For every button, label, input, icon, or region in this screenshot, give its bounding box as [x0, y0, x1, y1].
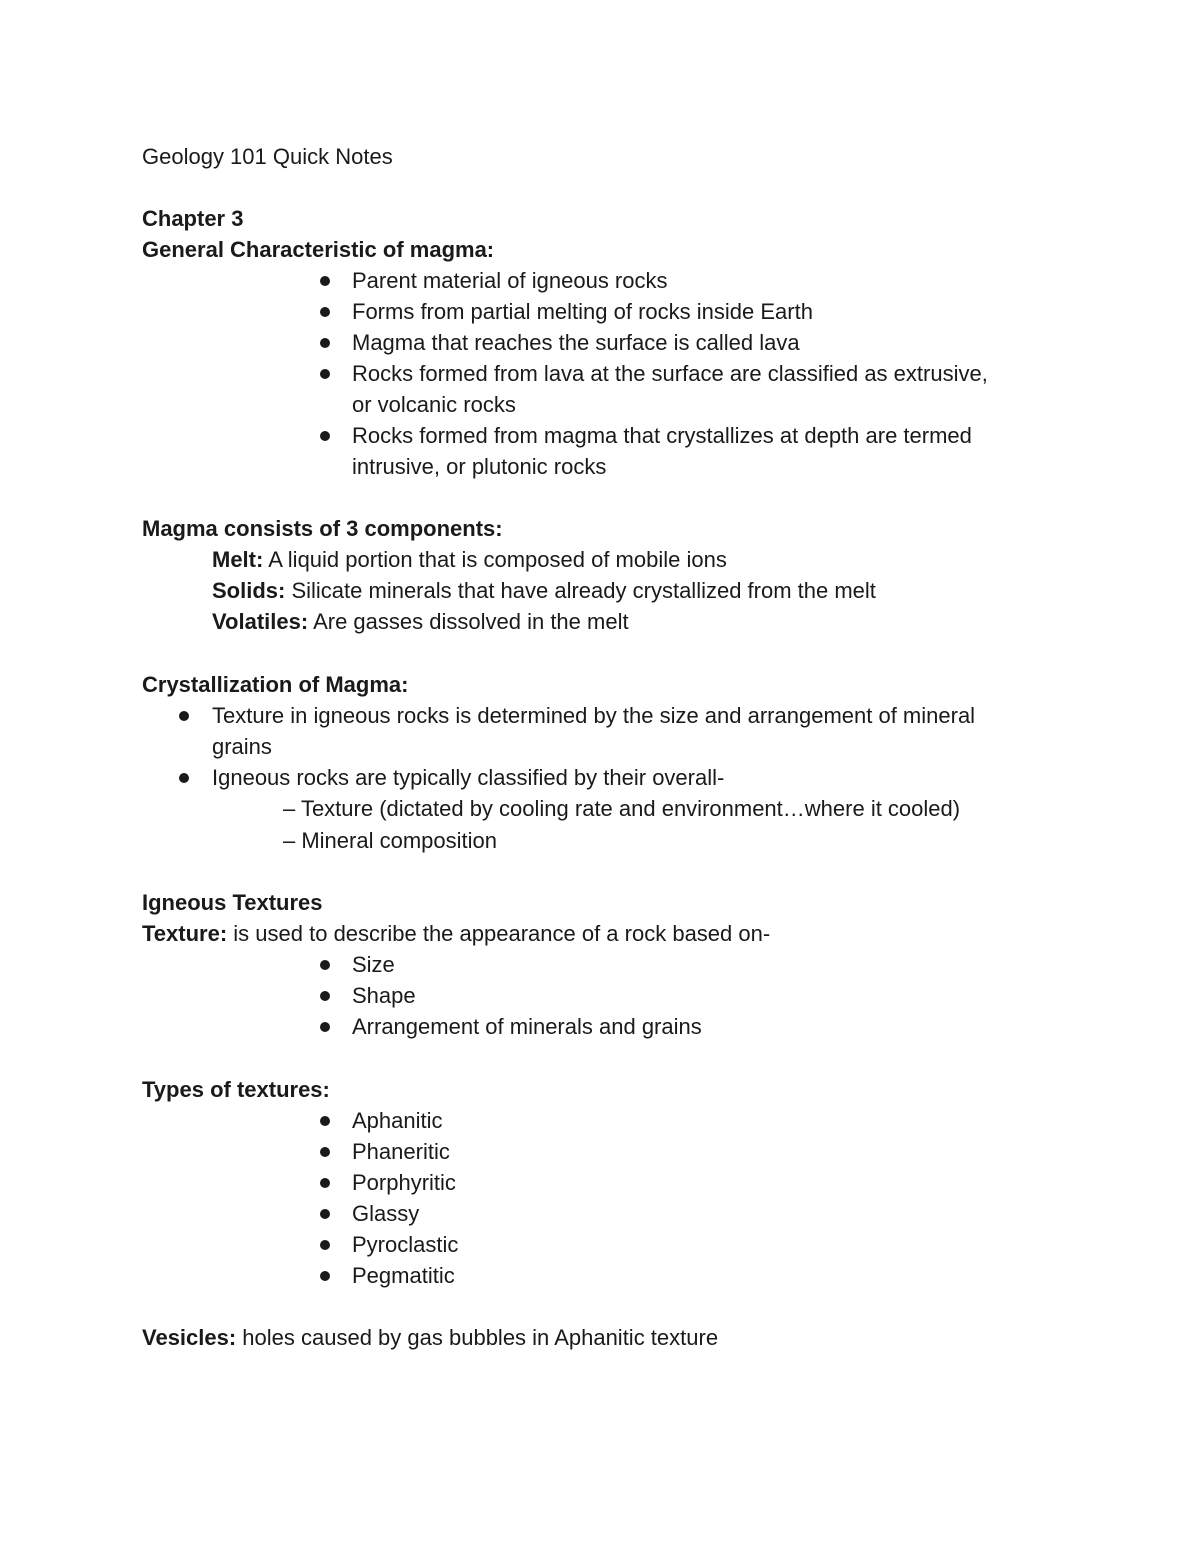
list-item: Phaneritic: [352, 1139, 450, 1164]
solids-text: Silicate minerals that have already crystallized from the melt: [285, 578, 876, 603]
bullet-icon: [320, 1271, 330, 1281]
bullet-icon: [320, 431, 330, 441]
bullet-icon: [320, 1178, 330, 1188]
sub-item: – Texture (dictated by cooling rate and environment…where it cooled): [283, 796, 961, 821]
melt-term: Melt:: [212, 547, 264, 572]
list-item: Texture in igneous rocks is determined by the size and arrangement of mineral: [212, 703, 976, 728]
bullet-icon: [320, 991, 330, 1001]
bullet-icon: [179, 773, 189, 783]
types-heading: Types of textures:: [142, 1077, 330, 1102]
list-item: Pegmatitic: [352, 1263, 455, 1288]
melt-text: A liquid portion that is composed of mobile ions: [263, 547, 727, 572]
list-item-continuation: grains: [212, 734, 272, 759]
list-item-continuation: or volcanic rocks: [352, 392, 516, 417]
list-item: Magma that reaches the surface is called lava: [352, 330, 800, 355]
vesicles-text: holes caused by gas bubbles in Aphanitic texture: [236, 1325, 719, 1350]
vesicles-definition: [142, 1322, 718, 1353]
volatiles-term: Volatiles:: [212, 609, 309, 634]
list-item: Pyroclastic: [352, 1232, 459, 1257]
bullet-icon: [179, 711, 189, 721]
list-item: Rocks formed from magma that crystallizes at depth are termed: [352, 423, 972, 448]
bullet-icon: [320, 369, 330, 379]
list-item-continuation: intrusive, or plutonic rocks: [352, 454, 607, 479]
texture-term: Texture:: [142, 921, 228, 946]
list-item: Size: [352, 952, 395, 977]
list-item: Glassy: [352, 1201, 420, 1226]
melt-definition: [212, 544, 727, 575]
list-item: Igneous rocks are typically classified by their overall-: [212, 765, 725, 790]
vesicles-term: Vesicles:: [142, 1325, 237, 1350]
texture-text: is used to describe the appearance of a rock based on-: [227, 921, 771, 946]
bullet-icon: [320, 1116, 330, 1126]
igneous-textures-heading: Igneous Textures: [142, 890, 323, 915]
bullet-icon: [320, 338, 330, 348]
solids-definition: [212, 575, 876, 606]
list-item: Forms from partial melting of rocks inside Earth: [352, 299, 813, 324]
list-item: Shape: [352, 983, 416, 1008]
list-item: Porphyritic: [352, 1170, 456, 1195]
crystallization-heading: Crystallization of Magma:: [142, 672, 409, 697]
bullet-icon: [320, 1240, 330, 1250]
list-item: Rocks formed from lava at the surface are classified as extrusive,: [352, 361, 988, 386]
volatiles-text: Are gasses dissolved in the melt: [308, 609, 629, 634]
bullet-icon: [320, 276, 330, 286]
solids-term: Solids:: [212, 578, 286, 603]
list-item: Parent material of igneous rocks: [352, 268, 668, 293]
bullet-icon: [320, 1209, 330, 1219]
volatiles-definition: [212, 606, 629, 637]
list-item: Aphanitic: [352, 1108, 443, 1133]
general-characteristic-heading: General Characteristic of magma:: [142, 237, 495, 262]
bullet-icon: [320, 1147, 330, 1157]
document-title: Geology 101 Quick Notes: [142, 144, 393, 169]
bullet-icon: [320, 307, 330, 317]
chapter-heading: Chapter 3: [142, 206, 244, 231]
components-heading: Magma consists of 3 components:: [142, 516, 503, 541]
sub-item: – Mineral composition: [283, 828, 497, 853]
texture-definition: [142, 918, 770, 949]
bullet-icon: [320, 1022, 330, 1032]
list-item: Arrangement of minerals and grains: [352, 1014, 702, 1039]
bullet-icon: [320, 960, 330, 970]
